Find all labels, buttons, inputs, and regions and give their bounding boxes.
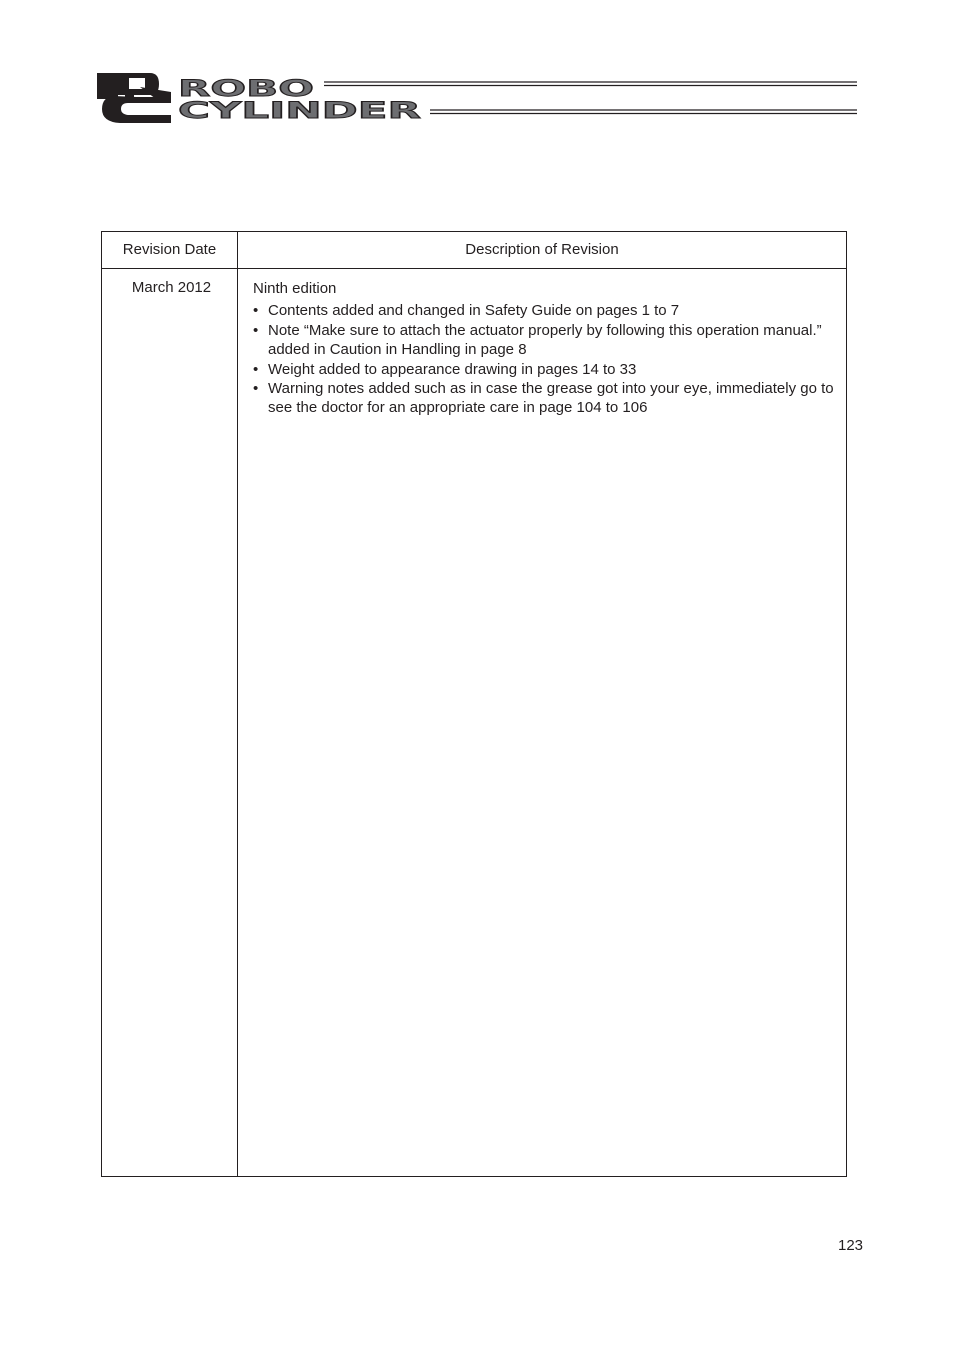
bullet-icon: • [253, 380, 259, 398]
revision-description-cell [253, 279, 836, 418]
revision-table [101, 231, 847, 1177]
revision-notes-list [253, 301, 836, 417]
header-row-divider [102, 268, 846, 269]
revision-date-header: Revision Date [122, 241, 217, 258]
rc-mark-icon [97, 73, 171, 123]
list-item [253, 301, 836, 320]
list-item [253, 360, 836, 379]
list-item [253, 321, 836, 360]
bullet-icon: • [253, 360, 259, 378]
description-header: Description of Revision [465, 241, 619, 258]
logo-text-cylinder: CYLINDER [178, 99, 422, 124]
note-text: Contents added and changed in Safety Guide on pages 1 to 7 [268, 302, 680, 320]
edition-label: Ninth edition [253, 280, 337, 297]
column-divider [237, 232, 238, 1176]
note-text: Warning notes added such as in case the grease got into your eye, immediately go to see the doctor for an appropriate care in page 104 to 106 [268, 380, 834, 417]
note-text: Weight added to appearance drawing in pages 14 to 33 [268, 360, 637, 378]
robo-cylinder-logo [96, 72, 858, 126]
bullet-icon: • [253, 302, 259, 320]
note-text: Note “Make sure to attach the actuator properly by following this operation manual.” added in Caution in Handling in page 8 [268, 321, 822, 359]
page-number: 123 [838, 1237, 864, 1254]
revision-date-cell: March 2012 [131, 279, 212, 296]
list-item [253, 379, 836, 418]
bullet-icon: • [253, 321, 259, 339]
logo-text-robo: ROBO [178, 77, 314, 102]
